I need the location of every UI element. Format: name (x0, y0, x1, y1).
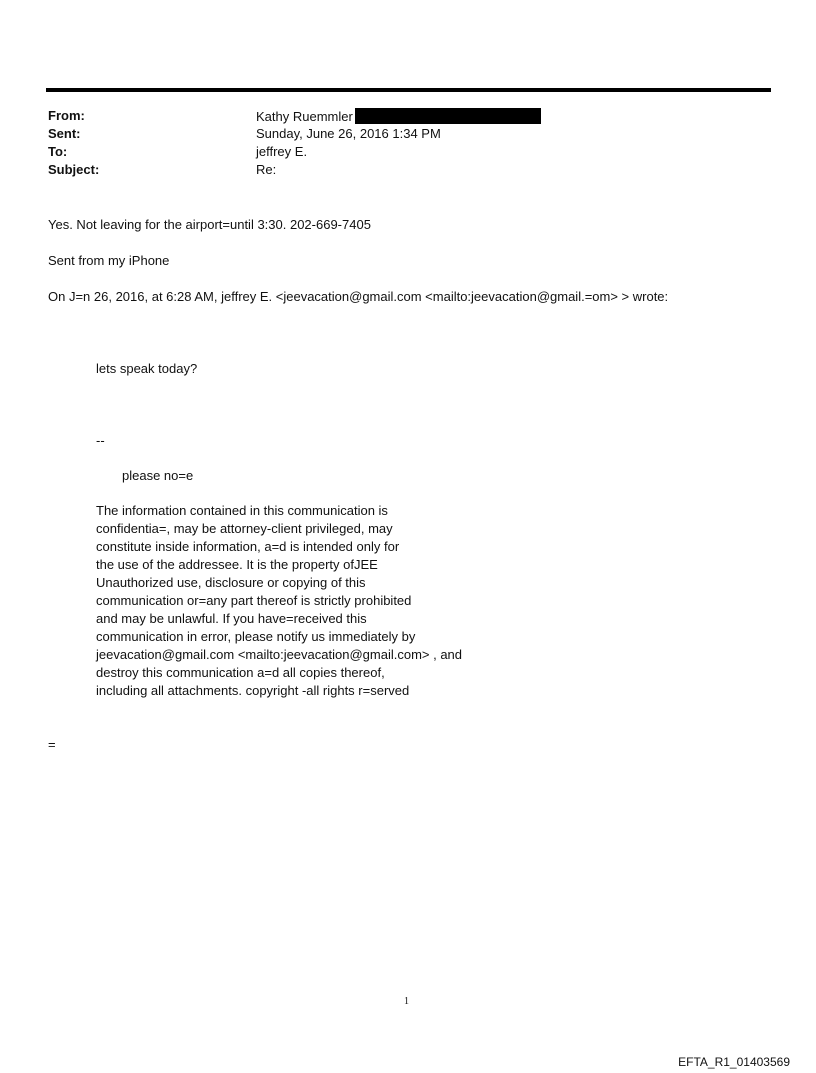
document-id: EFTA_R1_01403569 (678, 1055, 790, 1069)
quote-intro: On J=n 26, 2016, at 6:28 AM, jeffrey E. <jeevacation@gmail.com <mailto:jeevacation@gmail.=om> > wrote: (48, 289, 669, 304)
disclaimer-line: confidentia=, may be attorney-client privileged, may (96, 521, 393, 536)
disclaimer-line: the use of the addressee. It is the property ofJEE (96, 557, 378, 572)
please-note: please no=e (122, 468, 194, 483)
subject-label: Subject: (48, 162, 100, 177)
disclaimer-line: communication in error, please notify us immediately by (96, 629, 416, 644)
disclaimer-line: and may be unlawful. If you have=received this (96, 611, 367, 626)
quoted-message: lets speak today? (96, 361, 198, 376)
from-name: Kathy Ruemmler (256, 109, 353, 124)
disclaimer-line: jeevacation@gmail.com <mailto:jeevacation@gmail.com> , and (96, 647, 463, 662)
disclaimer-line: The information contained in this communication is (96, 503, 388, 518)
disclaimer-line: communication or=any part thereof is strictly prohibited (96, 593, 412, 608)
disclaimer-line: constitute inside information, a=d is intended only for (96, 539, 400, 554)
from-value (256, 108, 541, 124)
disclaimer-line: including all attachments. copyright -all rights r=served (96, 683, 410, 698)
sent-label: Sent: (48, 126, 81, 141)
header-rule (46, 88, 771, 92)
redaction-box (355, 108, 541, 124)
reply-line: Yes. Not leaving for the airport=until 3:30. 202-669-7405 (48, 217, 371, 232)
disclaimer (96, 502, 516, 700)
to-label: To: (48, 144, 68, 159)
signature-dashes: -- (96, 433, 105, 448)
from-label: From: (48, 108, 85, 123)
disclaimer-line: Unauthorized use, disclosure or copying of this (96, 575, 366, 590)
subject-value: Re: (256, 162, 277, 177)
signature: Sent from my iPhone (48, 253, 170, 268)
trailing-char: = (48, 737, 56, 752)
to-value: jeffrey E. (256, 144, 308, 159)
sent-value: Sunday, June 26, 2016 1:34 PM (256, 126, 441, 141)
page-number: 1 (404, 996, 409, 1007)
disclaimer-line: destroy this communication a=d all copies thereof, (96, 665, 385, 680)
